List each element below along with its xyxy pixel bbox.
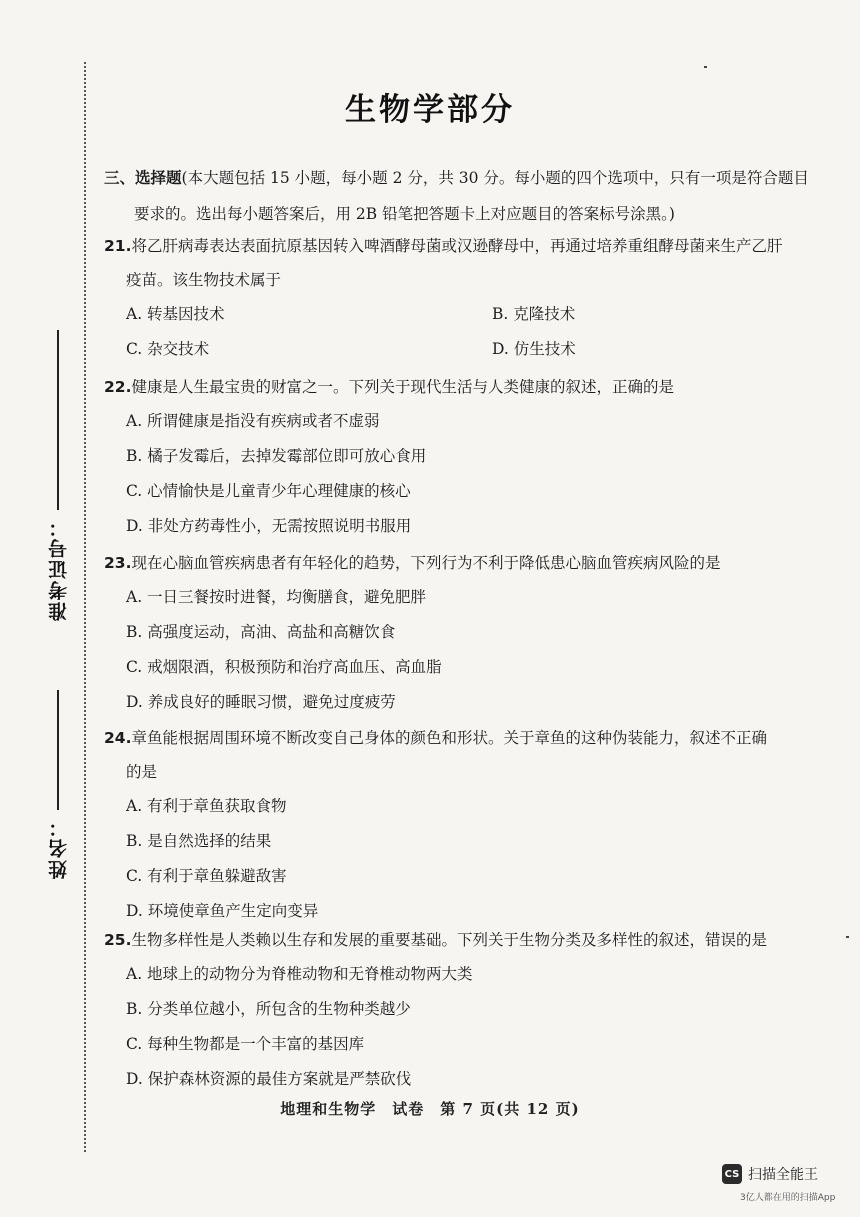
question-24 — [104, 721, 839, 929]
name-label: 姓名： — [47, 816, 70, 879]
section-instructions — [104, 160, 839, 232]
question-23 — [104, 546, 839, 720]
question-text-continued: 的是 — [126, 763, 158, 781]
question-text: 章鱼能根据周围环境不断改变自己身体的颜色和形状。关于章鱼的这种伪装能力，叙述不正确 — [131, 729, 767, 747]
option-a: A. 一日三餐按时进餐，均衡膳食，避免肥胖 — [126, 588, 427, 606]
option-d: D. 环境使章鱼产生定向变异 — [126, 902, 319, 920]
scanner-app-name: 扫描全能王 — [748, 1167, 818, 1183]
option-a: A. 转基因技术 — [126, 305, 225, 323]
question-21 — [104, 229, 839, 367]
question-text: 现在心脑血管疾病患者有年轻化的趋势，下列行为不利于降低患心脑血管疾病风险的是 — [131, 554, 721, 572]
scanner-watermark — [722, 1164, 818, 1184]
question-number: 21. — [104, 237, 132, 255]
question-number: 24. — [104, 729, 132, 747]
section-text-1: (本大题包括 15 小题，每小题 2 分，共 30 分。每小题的四个选项中，只有一项是符合题目 — [181, 169, 809, 187]
option-row — [104, 297, 839, 332]
question-number: 25. — [104, 931, 132, 949]
question-stem — [104, 229, 839, 263]
name-underline — [57, 690, 59, 810]
page-title: 生物学部分 — [345, 92, 515, 128]
option-b: B. 橘子发霉后，去掉发霉部位即可放心食用 — [126, 447, 427, 465]
option-d: D. 仿生技术 — [492, 340, 576, 358]
option-d: D. 养成良好的睡眠习惯，避免过度疲劳 — [126, 693, 396, 711]
scanner-tagline: 3亿人都在用的扫描App — [740, 1193, 836, 1203]
option-d: D. 非处方药毒性小，无需按照说明书服用 — [126, 517, 412, 535]
question-text-continued: 疫苗。该生物技术属于 — [126, 271, 282, 289]
question-stem — [104, 923, 839, 957]
option-b: B. 是自然选择的结果 — [126, 832, 272, 850]
exam-id-label: 准考证号： — [47, 516, 70, 621]
scan-speck — [704, 66, 707, 68]
option-a: A. 所谓健康是指没有疾病或者不虚弱 — [126, 412, 380, 430]
question-22 — [104, 370, 839, 544]
option-c: C. 有利于章鱼躲避敌害 — [126, 867, 287, 885]
option-a: A. 地球上的动物分为脊椎动物和无脊椎动物两大类 — [126, 965, 473, 983]
option-c: C. 每种生物都是一个丰富的基因库 — [126, 1035, 365, 1053]
option-row — [104, 332, 839, 367]
scanner-logo-icon: CS — [722, 1164, 742, 1184]
question-stem — [104, 546, 839, 580]
question-number: 23. — [104, 554, 132, 572]
option-b: B. 分类单位越小，所包含的生物种类越少 — [126, 1000, 411, 1018]
question-text: 健康是人生最宝贵的财富之一。下列关于现代生活与人类健康的叙述，正确的是 — [131, 378, 674, 396]
option-b: B. 克隆技术 — [492, 305, 576, 323]
binding-dotted-line — [84, 62, 86, 1152]
exam-id-underline — [57, 330, 59, 510]
question-stem — [104, 370, 839, 404]
name-field — [40, 690, 76, 879]
question-stem — [104, 721, 839, 755]
exam-id-field — [40, 330, 76, 621]
question-text: 生物多样性是人类赖以生存和发展的重要基础。下列关于生物分类及多样性的叙述，错误的是 — [131, 931, 767, 949]
option-d: D. 保护森林资源的最佳方案就是严禁砍伐 — [126, 1070, 412, 1088]
question-text: 将乙肝病毒表达表面抗原基因转入啤酒酵母菌或汉逊酵母中，再通过培养重组酵母菌来生产乙肝 — [131, 237, 783, 255]
option-c: C. 心情愉快是儿童青少年心理健康的核心 — [126, 482, 411, 500]
section-head: 三、选择题 — [104, 169, 182, 187]
question-number: 22. — [104, 378, 132, 396]
section-line-2: 要求的。选出每小题答案后，用 2B 铅笔把答题卡上对应题目的答案标号涂黑。) — [134, 205, 675, 223]
option-c: C. 杂交技术 — [126, 340, 210, 358]
page-footer: 地理和生物学 试卷 第 7 页(共 12 页) — [280, 1100, 580, 1118]
scan-speck — [846, 936, 849, 938]
option-c: C. 戒烟限酒，积极预防和治疗高血压、高血脂 — [126, 658, 442, 676]
option-b: B. 高强度运动，高油、高盐和高糖饮食 — [126, 623, 396, 641]
option-a: A. 有利于章鱼获取食物 — [126, 797, 287, 815]
section-line-1 — [104, 160, 839, 196]
question-25 — [104, 923, 839, 1097]
